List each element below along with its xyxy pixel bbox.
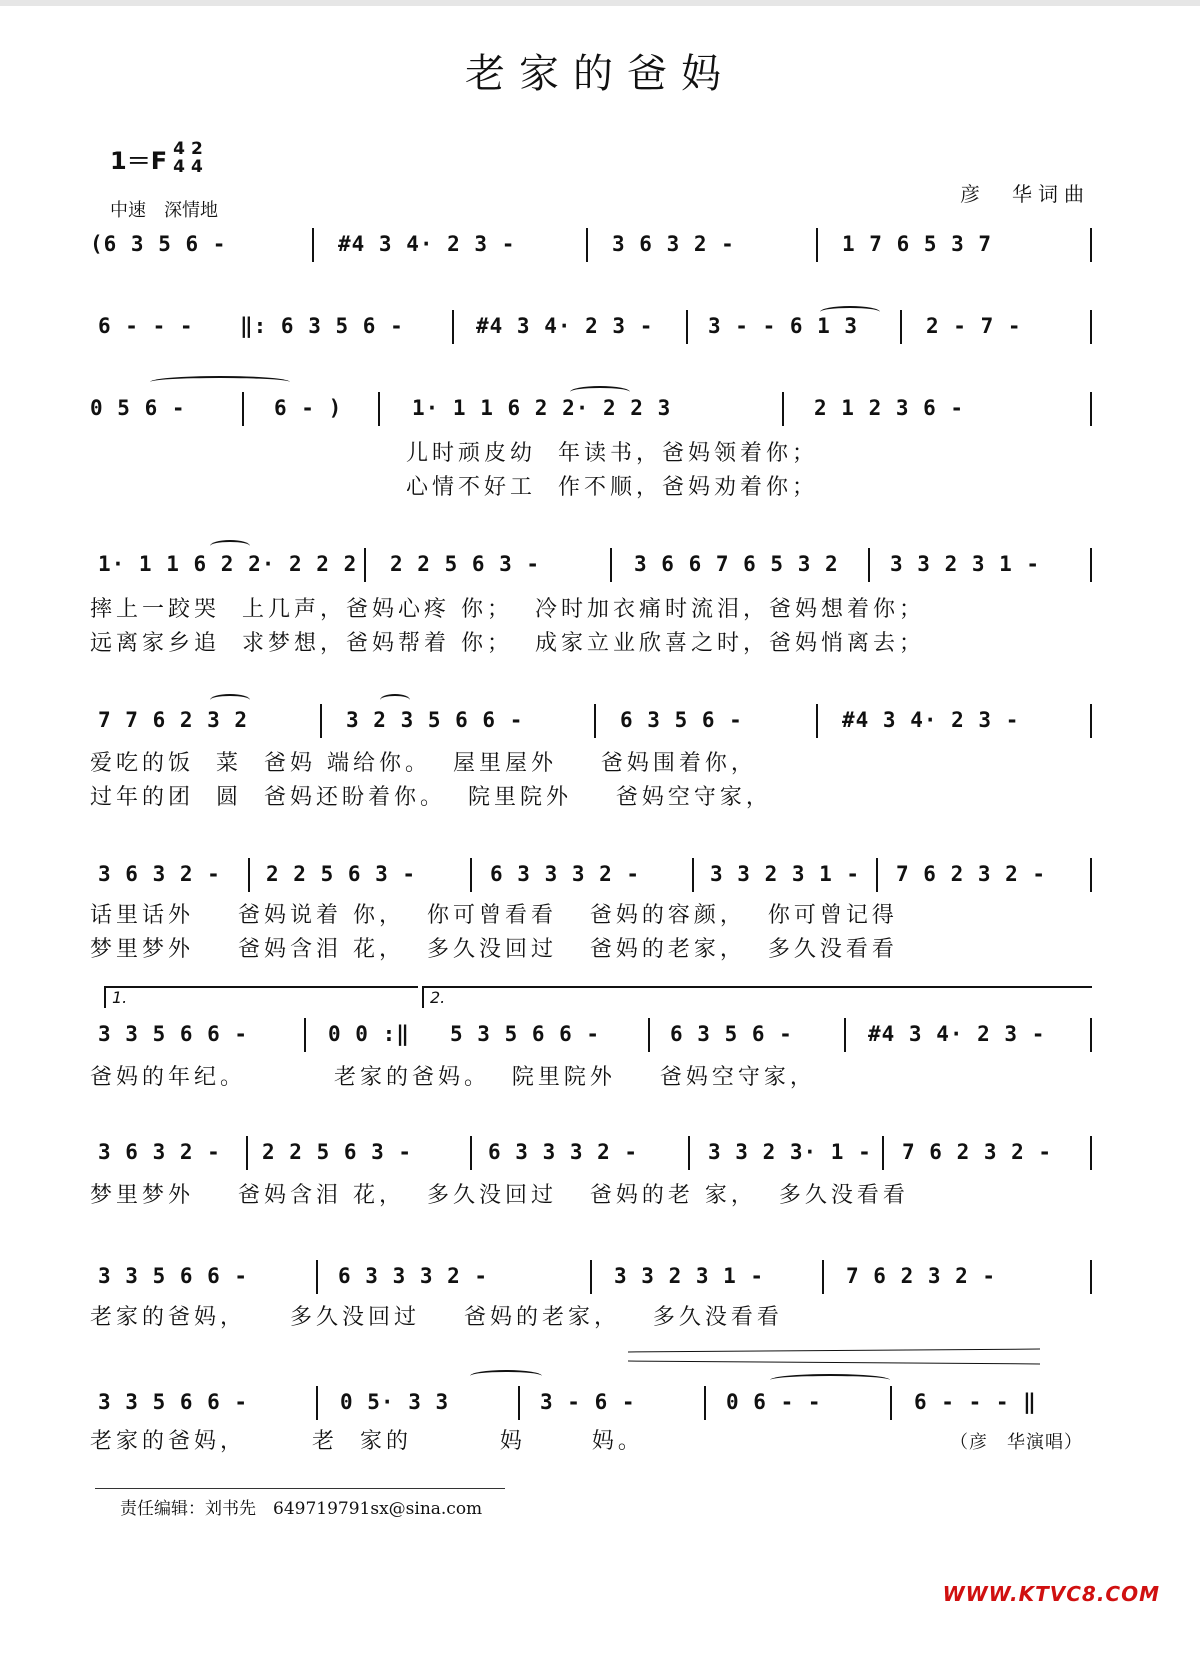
measure: 1· 1 1 6 2 2· 2 2 3 [412,396,672,420]
measure: #4 3 4· 2 3 - [476,314,654,338]
footer-divider [95,1488,505,1489]
top-border [0,0,1200,6]
score-system-8 [90,1136,1120,1176]
barline [320,704,322,738]
score-system-4 [90,548,1120,588]
barline [1090,392,1092,426]
slur [150,376,290,388]
barline [518,1386,520,1420]
barline [1090,1136,1092,1170]
barline [816,704,818,738]
measure: 3 6 3 2 - [98,1140,221,1164]
measure: 0 6 - - [726,1390,822,1414]
measure: 6 - ) [274,396,343,420]
hairpin-line [628,1361,1040,1365]
measure: 2 2 5 6 3 - [266,862,417,886]
measure: 2 2 5 6 3 - [390,552,541,576]
score-system-6 [90,858,1120,898]
slur [210,694,250,706]
score-system-2 [90,310,1120,350]
score-system-10 [90,1386,1120,1426]
measure: 6 - - - ‖ [914,1390,1037,1414]
measure: 6 3 3 3 2 - [338,1264,489,1288]
measure: 2 - 7 - [926,314,1022,338]
barline [590,1260,592,1294]
score-system-7 [90,1018,1120,1058]
measure: 1· 1 1 6 2 2· 2 2 2 [98,552,358,576]
barline [470,858,472,892]
measure: 3 3 5 6 6 - [98,1390,249,1414]
barline [378,392,380,426]
measure: 6 3 5 6 - [620,708,743,732]
lyric-line: 爱吃的饭 菜 爸妈 端给你。 屋里屋外 爸妈围着你， [90,751,757,776]
editor-credit: 责任编辑：刘书先 649719791sx@sina.com [120,1499,483,1519]
song-title: 老家的爸妈 [465,51,735,97]
key-signature [110,140,203,176]
slur [470,1370,542,1382]
measure: #4 3 4· 2 3 - [868,1022,1046,1046]
measure: #4 3 4· 2 3 - [338,232,516,256]
lyric-line: 儿时顽皮幼 年读书，爸妈领着你； [406,441,818,466]
barline [452,310,454,344]
measure: 6 3 3 3 2 - [490,862,641,886]
measure: 0 5· 3 3 [340,1390,450,1414]
first-ending-bracket: 1. [104,986,418,1008]
measure: 1 7 6 5 3 7 [842,232,993,256]
measure: ‖: 6 3 5 6 - [240,314,404,338]
lyric-line: 梦里梦外 爸妈含泪 花， 多久没回过 爸妈的老家， 多久没看看 [90,937,898,962]
barline [1090,1260,1092,1294]
measure: 3 6 3 2 - [612,232,735,256]
barline [312,228,314,262]
measure: 3 6 6 7 6 5 3 2 [634,552,839,576]
measure: 7 6 2 3 2 - [896,862,1047,886]
site-watermark: WWW.KTVC8.COM [942,1582,1160,1606]
slur [820,306,880,318]
lyric-line: 话里话外 爸妈说着 你， 你可曾看看 爸妈的容颜， 你可曾记得 [90,903,898,928]
measure: 3 - - 6 1 3 [708,314,859,338]
barline [364,548,366,582]
lyric-line: 爸妈的年纪。 老家的爸妈。 院里院外 爸妈空守家， [90,1065,816,1090]
lyric-line: 远离家乡追 求梦想，爸妈帮着 你； 成家立业欣喜之时，爸妈悄离去； [90,631,925,656]
barline [594,704,596,738]
barline [692,858,694,892]
measure: 3 3 2 3· 1 - [708,1140,872,1164]
barline [242,392,244,426]
barline [316,1260,318,1294]
barline [610,548,612,582]
lyric-line: 过年的团 圆 爸妈还盼着你。 院里院外 爸妈空守家， [90,785,772,810]
barline [782,392,784,426]
measure: 7 7 6 2 3 2 [98,708,249,732]
barline [816,228,818,262]
measure: 3 3 5 6 6 - [98,1264,249,1288]
measure: 3 6 3 2 - [98,862,221,886]
measure: 3 3 2 3 1 - [710,862,861,886]
measure: 7 6 2 3 2 - [846,1264,997,1288]
barline [248,858,250,892]
barline [470,1136,472,1170]
slur [380,694,410,706]
second-ending-bracket: 2. [422,986,1092,1008]
measure: 5 3 5 6 6 - [450,1022,601,1046]
score-system-5 [90,704,1120,744]
author-credit: 彦 华词曲 [960,182,1090,206]
measure: 7 6 2 3 2 - [902,1140,1053,1164]
measure: 0 0 :‖ [328,1022,410,1046]
barline [586,228,588,262]
measure: 6 3 3 3 2 - [488,1140,639,1164]
lyric-line: 梦里梦外 爸妈含泪 花， 多久没回过 爸妈的老 家， 多久没看看 [90,1183,909,1208]
measure: 6 3 5 6 - [670,1022,793,1046]
slur [210,540,250,552]
measure: #4 3 4· 2 3 - [842,708,1020,732]
measure: 2 1 2 3 6 - [814,396,965,420]
key-label: 1＝F [110,146,168,175]
barline [1090,228,1092,262]
tempo-marking: 中速 深情地 [110,200,218,221]
measure: 6 - - - [98,314,194,338]
measure: 3 2 3 5 6 6 - [346,708,524,732]
barline [688,1136,690,1170]
barline [1090,858,1092,892]
barline [246,1136,248,1170]
barline [844,1018,846,1052]
barline [1090,548,1092,582]
barline [704,1386,706,1420]
measure: 3 3 5 6 6 - [98,1022,249,1046]
barline [882,1136,884,1170]
barline [822,1260,824,1294]
measure: 3 - 6 - [540,1390,636,1414]
barline [900,310,902,344]
hairpin-line [628,1349,1040,1353]
lyric-line: 心情不好工 作不顺，爸妈劝着你； [406,475,818,500]
lyric-line: 老家的爸妈， 多久没回过 爸妈的老家， 多久没看看 [90,1305,783,1330]
barline [1090,310,1092,344]
measure: 3 3 2 3 1 - [614,1264,765,1288]
score-system-1 [90,228,1120,268]
time-signature-2: 2 4 [190,139,203,177]
score-system-9 [90,1260,1120,1300]
barline [868,548,870,582]
lyric-line: 老家的爸妈， 老 家的 妈 妈。 [90,1429,644,1454]
measure: 2 2 5 6 3 - [262,1140,413,1164]
barline [304,1018,306,1052]
barline [890,1386,892,1420]
barline [1090,1018,1092,1052]
score-system-3 [90,392,1120,432]
lyric-line: 摔上一跤哭 上几声，爸妈心疼 你； 冷时加衣痛时流泪，爸妈想着你； [90,597,925,622]
barline [686,310,688,344]
performer-credit: （彦 华演唱） [950,1432,1083,1453]
slur [770,1374,890,1386]
barline [1090,704,1092,738]
measure: (6 3 5 6 - [90,232,227,256]
barline [316,1386,318,1420]
barline [876,858,878,892]
measure: 3 3 2 3 1 - [890,552,1041,576]
time-signature-1: 4 4 [173,139,185,177]
barline [648,1018,650,1052]
measure: 0 5 6 - [90,396,186,420]
